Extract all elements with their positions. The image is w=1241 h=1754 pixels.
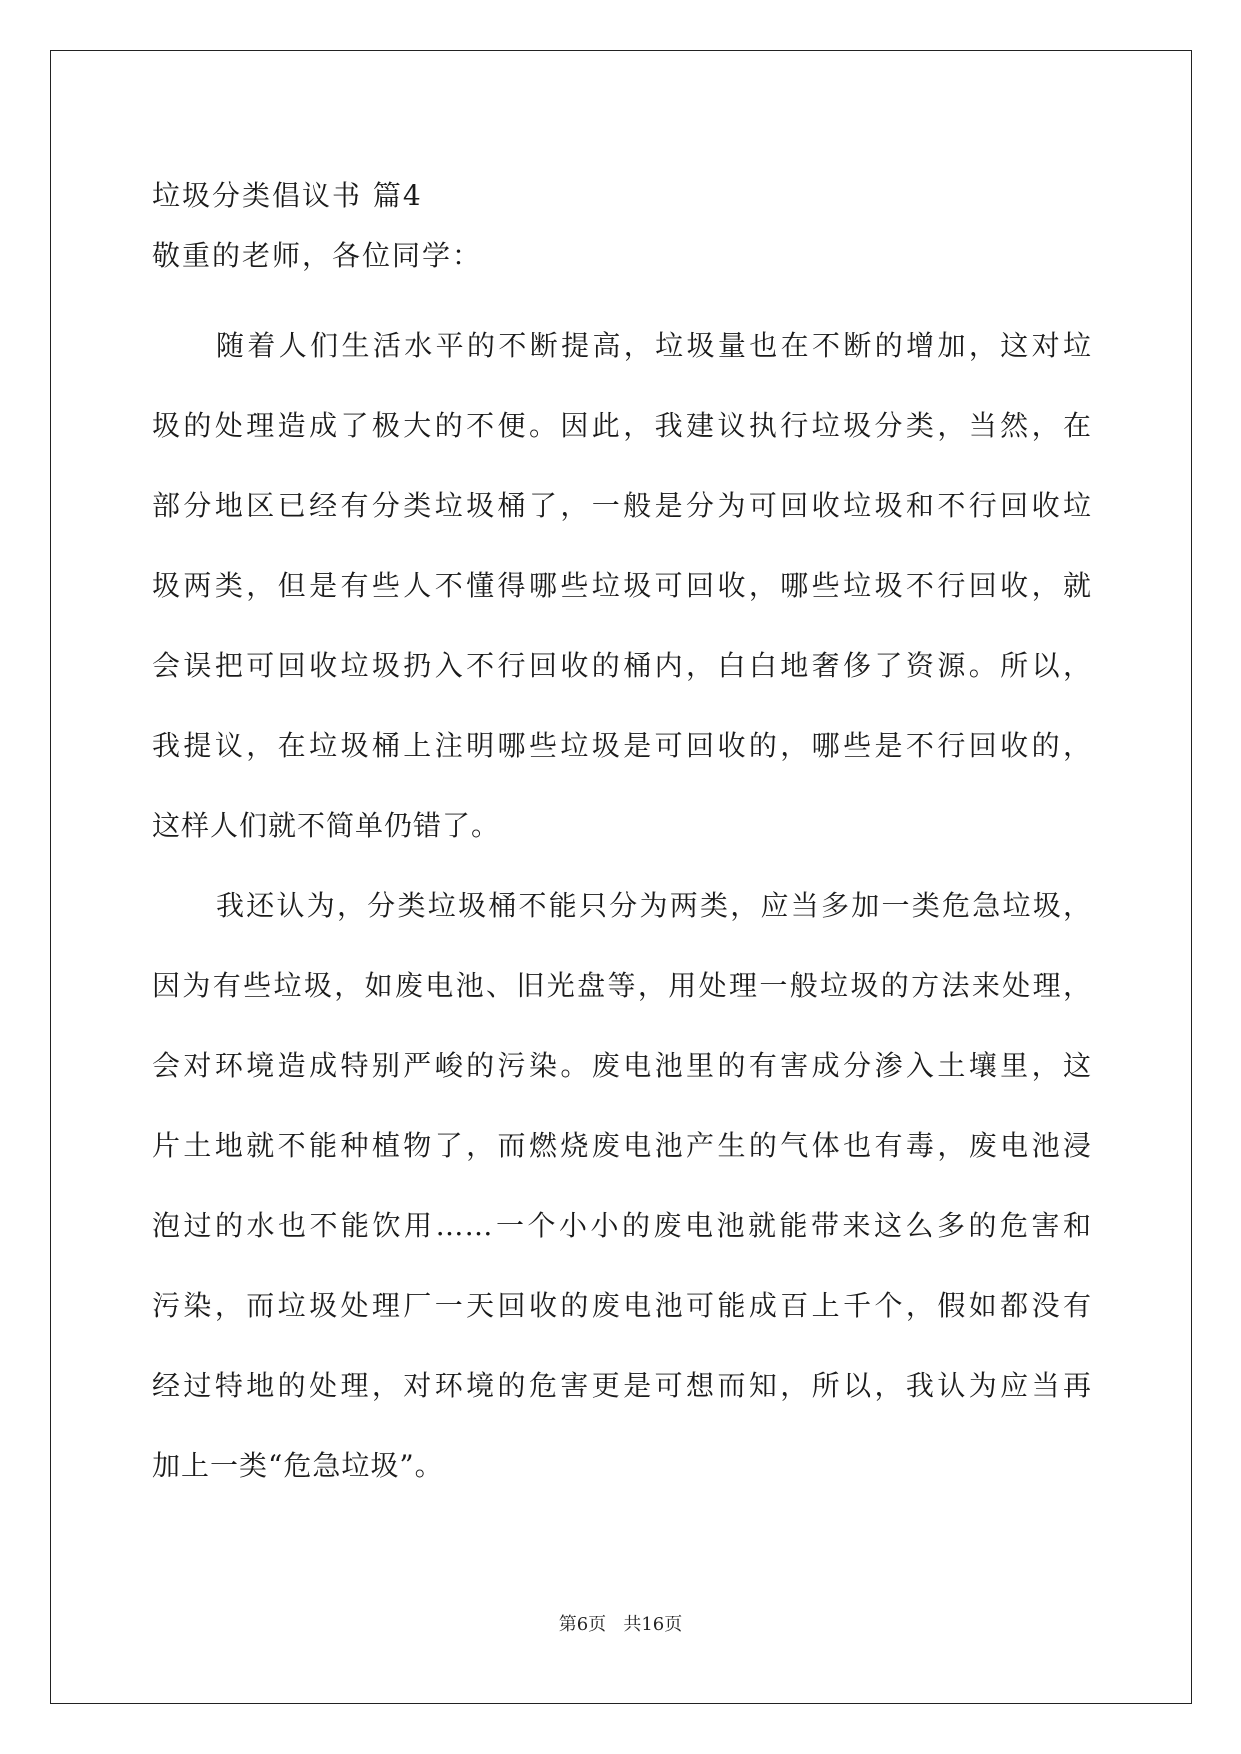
text-line: 我提议，在垃圾桶上注明哪些垃圾是可回收的，哪些是不行回收的， [152, 729, 1092, 762]
document-title: 垃圾分类倡议书 篇4 [152, 179, 423, 212]
paragraph-1 [152, 306, 1092, 866]
text-line: 这样人们就不简单仍错了。 [152, 809, 501, 842]
text-line: 会误把可回收垃圾扔入不行回收的桶内，白白地奢侈了资源。所以， [152, 649, 1092, 682]
text-line: 随着人们生活水平的不断提高，垃圾量也在不断的增加，这对垃 [216, 329, 1092, 362]
page-number-footer: 第6页 共16页 [558, 1614, 683, 1635]
text-line: 部分地区已经有分类垃圾桶了，一般是分为可回收垃圾和不行回收垃 [152, 489, 1092, 522]
text-line: 因为有些垃圾，如废电池、旧光盘等，用处理一般垃圾的方法来处理， [152, 969, 1092, 1002]
text-line: 圾的处理造成了极大的不便。因此，我建议执行垃圾分类，当然，在 [152, 409, 1092, 442]
salutation: 敬重的老师，各位同学： [152, 239, 483, 272]
document-body [152, 168, 1092, 1506]
paragraph-2 [152, 866, 1092, 1506]
text-line: 污染，而垃圾处理厂一天回收的废电池可能成百上千个，假如都没有 [152, 1289, 1092, 1322]
text-line: 泡过的水也不能饮用……一个小小的废电池就能带来这么多的危害和 [152, 1209, 1092, 1242]
text-line: 我还认为，分类垃圾桶不能只分为两类，应当多加一类危急垃圾， [216, 889, 1092, 922]
text-line: 圾两类，但是有些人不懂得哪些垃圾可回收，哪些垃圾不行回收，就 [152, 569, 1092, 602]
text-line: 片土地就不能种植物了，而燃烧废电池产生的气体也有毒，废电池浸 [152, 1129, 1092, 1162]
text-line: 会对环境造成特别严峻的污染。废电池里的有害成分渗入土壤里，这 [152, 1049, 1092, 1082]
text-line: 经过特地的处理，对环境的危害更是可想而知，所以，我认为应当再 [152, 1369, 1092, 1402]
text-line: 加上一类“危急垃圾”。 [152, 1449, 444, 1482]
